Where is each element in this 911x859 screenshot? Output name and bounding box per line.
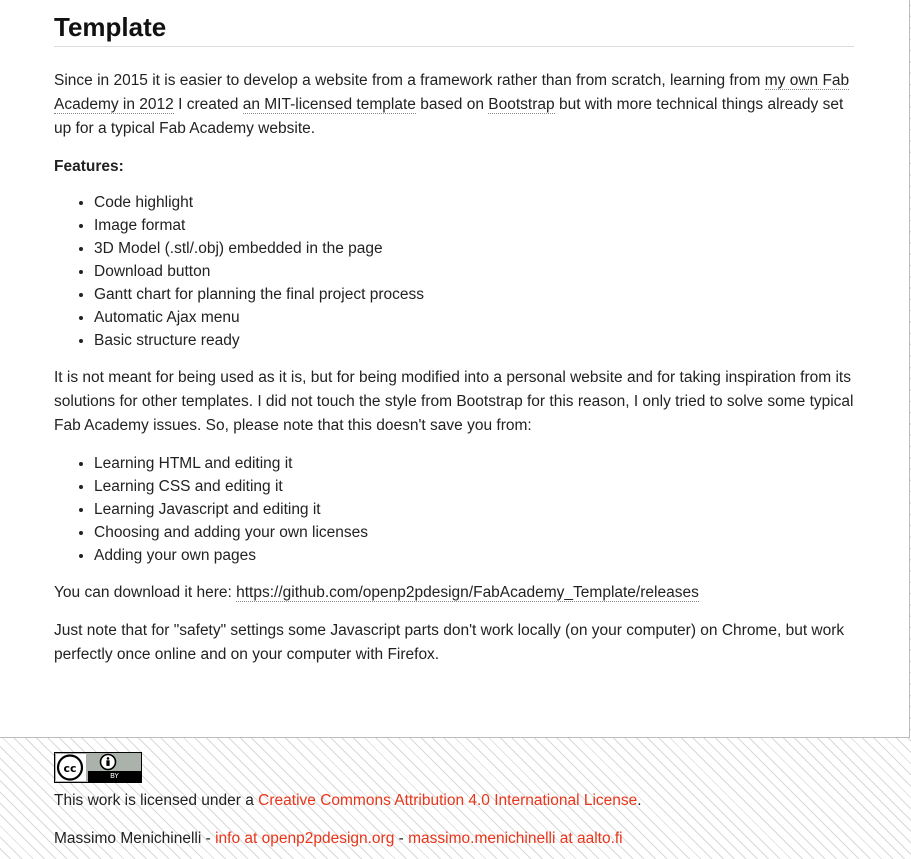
- list-item: • Code highlight: [94, 191, 434, 214]
- footer: [54, 752, 642, 849]
- list-item: • Learning CSS and editing it: [94, 475, 854, 498]
- download-paragraph: You can download it here: https://github.com/openp2pdesign/FabAcademy_Template/releases: [54, 584, 699, 601]
- email-link-openp2pdesign[interactable]: info at openp2pdesign.org: [215, 830, 395, 847]
- list-item: • Choosing and adding your own licenses: [94, 521, 854, 544]
- list-item: • Adding your own pages: [94, 544, 854, 567]
- article: [54, 12, 854, 667]
- list-item: • Learning HTML and editing it: [94, 452, 854, 475]
- svg-text:cc: cc: [63, 762, 77, 775]
- intro-paragraph: Since in 2015 it is easier to develop a website from a framework rather than from scratch, learning from my own Fab Academy in 2012 I created an MIT-licensed template based on Bootstrap but with more technical things already set up for a typical Fab Academy website.: [54, 72, 850, 137]
- github-releases-link[interactable]: https://github.com/openp2pdesign/FabAcademy_Template/releases: [236, 584, 699, 601]
- cc-badge-label: BY: [88, 771, 141, 782]
- license-line: This work is licensed under a Creative Commons Attribution 4.0 International License.: [54, 792, 642, 809]
- note-paragraph: It is not meant for being used as it is, but for being modified into a personal website and for taking inspiration from its solutions for other templates. I did not touch the style from Bootstrap for this reason, I only tried to solve some typical Fab Academy issues. So, please note that this doesn't save you from:: [54, 369, 854, 434]
- donts-list: [54, 452, 854, 567]
- my-own-fab-academy-link[interactable]: my own Fab Academy in 2012: [54, 72, 850, 113]
- mit-template-link[interactable]: an MIT-licensed template: [242, 96, 416, 113]
- list-item: • Automatic Ajax menu: [94, 306, 434, 329]
- list-item: • Download button: [94, 260, 434, 283]
- list-item: • Gantt chart for planning the final project process: [94, 283, 434, 306]
- safety-paragraph: Just note that for "safety" settings some Javascript parts don't work locally (on your computer) on Chrome, but work perfectly once online and on your computer with Firefox.: [54, 622, 845, 663]
- cc-by-license-badge[interactable]: [54, 752, 142, 783]
- bootstrap-link[interactable]: Bootstrap: [488, 96, 555, 113]
- list-item: • Basic structure ready: [94, 329, 434, 352]
- features-heading: Features:: [54, 158, 124, 175]
- author-credit: Massimo Menichinelli - info at openp2pdesign.org - massimo.menichinelli at aalto.fi: [54, 830, 623, 847]
- page-title: Template: [54, 12, 854, 47]
- author-name: Massimo Menichinelli: [54, 830, 202, 847]
- list-item: • 3D Model (.stl/.obj) embedded in the page: [94, 237, 434, 260]
- features-list: [54, 191, 434, 352]
- cc-license-link[interactable]: Creative Commons Attribution 4.0 International License: [258, 792, 638, 809]
- list-item: • Image format: [94, 214, 434, 237]
- list-item: • Learning Javascript and editing it: [94, 498, 854, 521]
- email-link-aalto[interactable]: massimo.menichinelli at aalto.fi: [408, 830, 623, 847]
